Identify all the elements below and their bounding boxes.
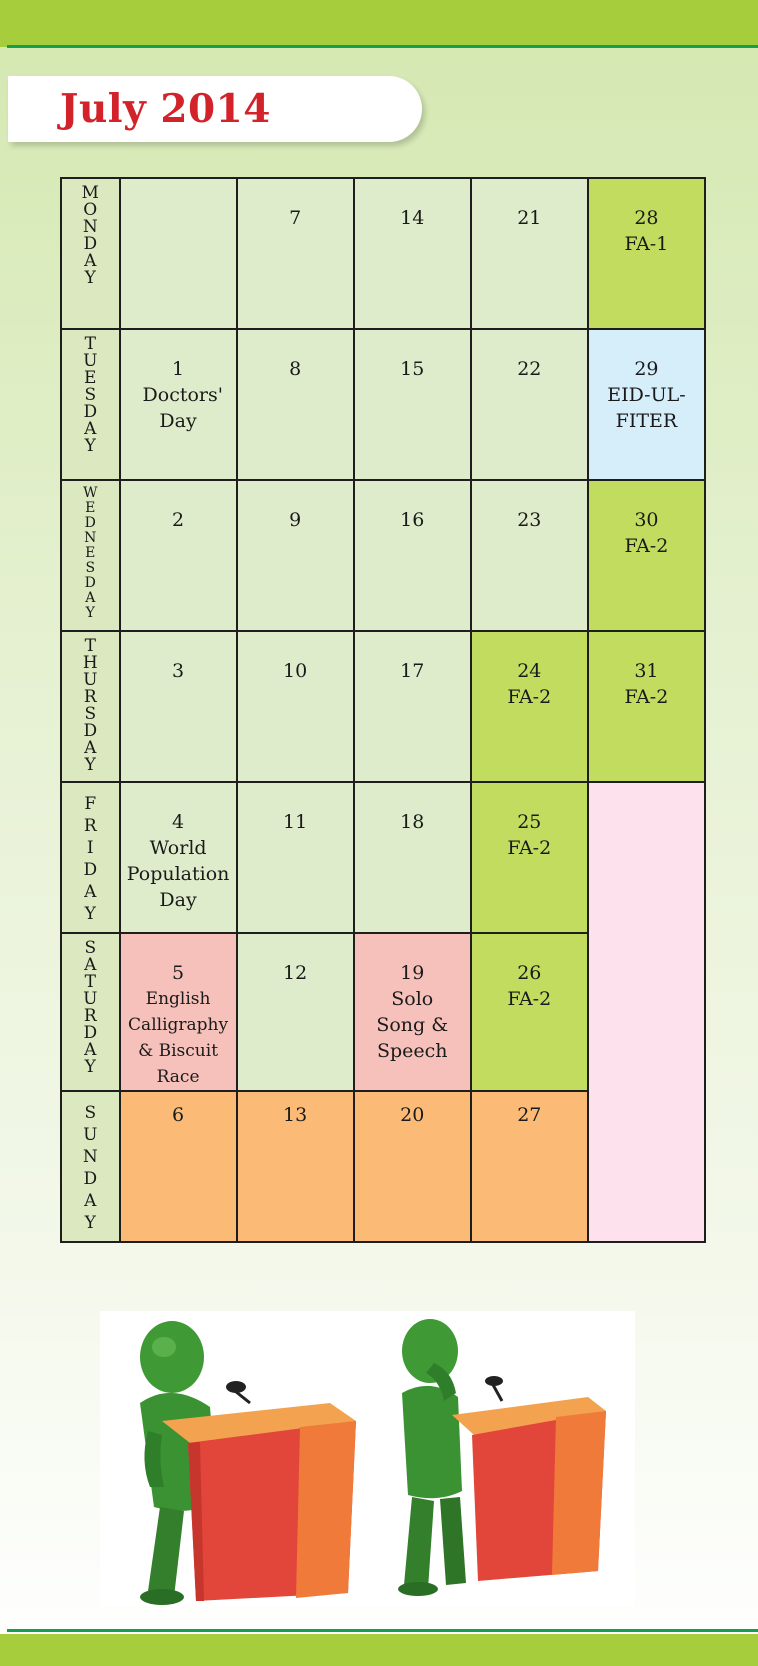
event-label: Doctors' Day — [142, 384, 223, 432]
day-label-monday: M O N D A Y — [61, 178, 120, 329]
date-cell: 5 English Calligraphy & Biscuit Race — [120, 933, 237, 1091]
speaker-figures-image — [100, 1311, 635, 1607]
date-cell: 6 — [120, 1091, 237, 1242]
event-label: FA-2 — [624, 535, 669, 557]
right-speaker-figure — [398, 1319, 466, 1596]
date-cell: 3 — [120, 631, 237, 782]
day-label-tuesday: T U E S D A Y — [61, 329, 120, 480]
week-row-monday — [61, 178, 705, 329]
date-cell: 25 FA-2 — [471, 782, 588, 933]
date-cell: 24 FA-2 — [471, 631, 588, 782]
week-row-tuesday — [61, 329, 705, 480]
date-cell: 17 — [354, 631, 471, 782]
day-label-saturday: S A T U R D A Y — [61, 933, 120, 1091]
date-cell: 2 — [120, 480, 237, 631]
date-cell: 4 World Population Day — [120, 782, 237, 933]
day-label-wednesday: W E D N E S D A Y — [61, 480, 120, 631]
event-label: World Population Day — [126, 837, 230, 911]
empty-cell — [588, 782, 705, 1242]
date-cell: 11 — [237, 782, 354, 933]
date-cell: 28 FA-1 — [588, 178, 705, 329]
right-podium — [452, 1376, 606, 1581]
date-cell: 29 EID-UL-FITER — [588, 329, 705, 480]
date-cell: 14 — [354, 178, 471, 329]
day-label-sunday: S U N D A Y — [61, 1091, 120, 1242]
bottom-band — [0, 1634, 758, 1666]
event-label: EID-UL-FITER — [607, 384, 686, 432]
week-row-friday — [61, 782, 705, 933]
date-cell: 30 FA-2 — [588, 480, 705, 631]
date-cell: 18 — [354, 782, 471, 933]
date-cell: 8 — [237, 329, 354, 480]
event-label: FA-2 — [507, 837, 552, 859]
date-cell — [120, 178, 237, 329]
event-label: FA-2 — [507, 988, 552, 1010]
speakers-illustration — [100, 1311, 635, 1607]
date-cell: 9 — [237, 480, 354, 631]
event-label: FA-2 — [507, 686, 552, 708]
calendar-grid — [60, 177, 706, 1243]
date-cell: 22 — [471, 329, 588, 480]
date-cell: 27 — [471, 1091, 588, 1242]
bottom-divider — [7, 1629, 758, 1632]
date-cell: 7 — [237, 178, 354, 329]
event-label: FA-2 — [624, 686, 669, 708]
top-divider — [7, 45, 758, 48]
date-cell: 21 — [471, 178, 588, 329]
date-cell: 10 — [237, 631, 354, 782]
date-cell: 31 FA-2 — [588, 631, 705, 782]
top-band — [0, 0, 758, 47]
event-label: Solo Song & Speech — [376, 988, 449, 1062]
day-label-friday: F R I D A Y — [61, 782, 120, 933]
date-cell: 12 — [237, 933, 354, 1091]
page-title: July 2014 — [60, 86, 271, 132]
date-cell: 19 Solo Song & Speech — [354, 933, 471, 1091]
date-cell: 1 Doctors' Day — [120, 329, 237, 480]
date-cell: 16 — [354, 480, 471, 631]
week-row-thursday — [61, 631, 705, 782]
event-label: FA-1 — [624, 233, 669, 255]
date-cell: 26 FA-2 — [471, 933, 588, 1091]
event-label: English Calligraphy & Biscuit Race — [128, 989, 229, 1087]
date-cell: 13 — [237, 1091, 354, 1242]
date-cell: 15 — [354, 329, 471, 480]
day-label-thursday: T H U R S D A Y — [61, 631, 120, 782]
date-cell: 23 — [471, 480, 588, 631]
date-cell: 20 — [354, 1091, 471, 1242]
week-row-wednesday — [61, 480, 705, 631]
